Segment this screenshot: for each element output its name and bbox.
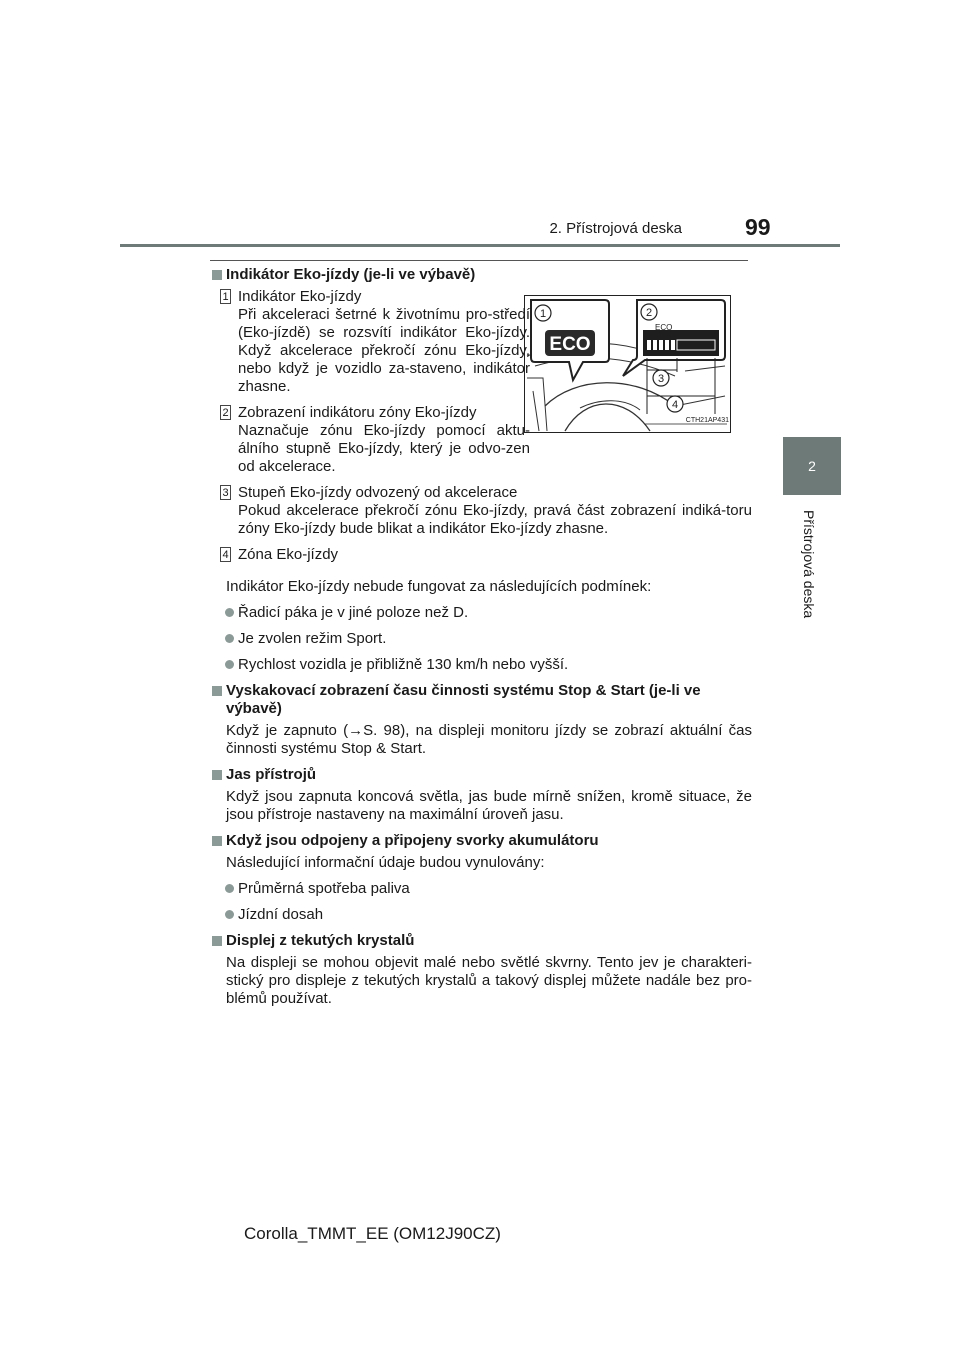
heading-lcd: Displej z tekutých krystalů xyxy=(212,932,752,950)
callout-1-label: 1 xyxy=(539,308,547,320)
square-bullet-icon xyxy=(212,836,222,846)
eco-item-3-title: Stupeň Eko-jízdy odvozený od akcelerace xyxy=(238,484,518,501)
header-rule xyxy=(120,244,840,247)
battery-intro: Následující informační údaje budou vynulovány: xyxy=(226,854,545,871)
eco-condition-2: Je zvolen režim Sport. xyxy=(212,630,752,648)
round-bullet-icon xyxy=(225,910,234,919)
eco-item-4 xyxy=(212,546,752,564)
battery-item-2: Jízdní dosah xyxy=(212,906,752,924)
chapter-label-text: Přístrojová deska xyxy=(801,510,817,619)
heading-popup: Vyskakovací zobrazení času činnosti systému Stop & Start (je-li ve výbavě) xyxy=(212,682,752,718)
callout-4-label: 4 xyxy=(671,399,679,411)
heading-eco: Indikátor Eko-jízdy (je-li ve výbavě) xyxy=(212,266,752,284)
eco-badge-label: ECO xyxy=(549,334,591,355)
eco-condition-3: Rychlost vozidla je přibližně 130 km/h nebo vyšší. xyxy=(212,656,752,674)
eco-item-2-text: Naznačuje zónu Eko-jízdy pomocí aktu-álního stupně Eko-jízdy, který je odvo-zen od akcelerace. xyxy=(238,422,530,475)
eco-item-3-text: Pokud akcelerace překročí zónu Eko-jízdy, pravá část zobrazení indiká-toru zóny Eko-jízdy bude blikat a indikátor Eko-jízdy zhasne. xyxy=(238,502,752,537)
lcd-text: Na displeji se mohou objevit malé nebo světlé skvrny. Tento jev je charakteri-stický pro displeje z tekutých krystalů a takový displej můžete nadále bez pro-blémů používat. xyxy=(226,954,752,1007)
number-badge: 2 xyxy=(220,405,231,420)
eco-condition-1: Řadicí páka je v jiné poloze než D. xyxy=(212,604,752,622)
round-bullet-icon xyxy=(225,634,234,643)
brightness-text: Když jsou zapnuta koncová světla, jas bude mírně snížen, kromě situace, že jsou přístroje nastaveny na maximální úroveň jasu. xyxy=(226,788,752,823)
callout-3-label: 3 xyxy=(657,373,665,385)
square-bullet-icon xyxy=(212,270,222,280)
round-bullet-icon xyxy=(225,884,234,893)
content-top-rule xyxy=(210,260,748,261)
page-number: 99 xyxy=(745,214,771,240)
battery-item-1: Průměrná spotřeba paliva xyxy=(212,880,752,898)
heading-battery: Když jsou odpojeny a připojeny svorky akumulátoru xyxy=(212,832,752,850)
footer-doc-id: Corolla_TMMT_EE (OM12J90CZ) xyxy=(244,1224,501,1243)
round-bullet-icon xyxy=(225,660,234,669)
figure-code: CTH21AP431 xyxy=(685,417,729,424)
eco-conditions-intro: Indikátor Eko-jízdy nebude fungovat za následujících podmínek: xyxy=(226,578,652,595)
eco-small-label: ECO xyxy=(655,323,673,332)
chapter-label xyxy=(795,510,825,620)
eco-item-4-title: Zóna Eko-jízdy xyxy=(238,546,339,563)
eco-item-1-text: Při akceleraci šetrné k životnímu pro-středí (Eko-jízdě) se rozsvítí indikátor Eko-jízdy. Když akcelerace překročí zónu Eko-jízdy, nebo když je vozidlo za-staveno, indikátor zhasne. xyxy=(238,306,530,395)
eco-item-2 xyxy=(212,404,530,476)
eco-item-1-title: Indikátor Eko-jízdy xyxy=(238,288,362,305)
callout-2-label: 2 xyxy=(645,307,653,319)
number-badge: 1 xyxy=(220,289,231,304)
round-bullet-icon xyxy=(225,608,234,617)
eco-item-1 xyxy=(212,288,530,396)
number-badge: 4 xyxy=(220,547,231,562)
page-content xyxy=(212,266,752,1008)
heading-brightness: Jas přístrojů xyxy=(212,766,752,784)
header-section-title: 2. Přístrojová deska xyxy=(549,220,682,237)
popup-text: Když je zapnuto (→S. 98), na displeji monitoru jízdy se zobrazí aktuální čas činnosti systému Stop & Start. xyxy=(226,722,752,757)
chapter-tab: 2 xyxy=(783,437,841,495)
number-badge: 3 xyxy=(220,485,231,500)
square-bullet-icon xyxy=(212,936,222,946)
eco-item-2-title: Zobrazení indikátoru zóny Eko-jízdy xyxy=(238,404,477,421)
square-bullet-icon xyxy=(212,770,222,780)
square-bullet-icon xyxy=(212,686,222,696)
eco-item-3 xyxy=(212,484,752,538)
